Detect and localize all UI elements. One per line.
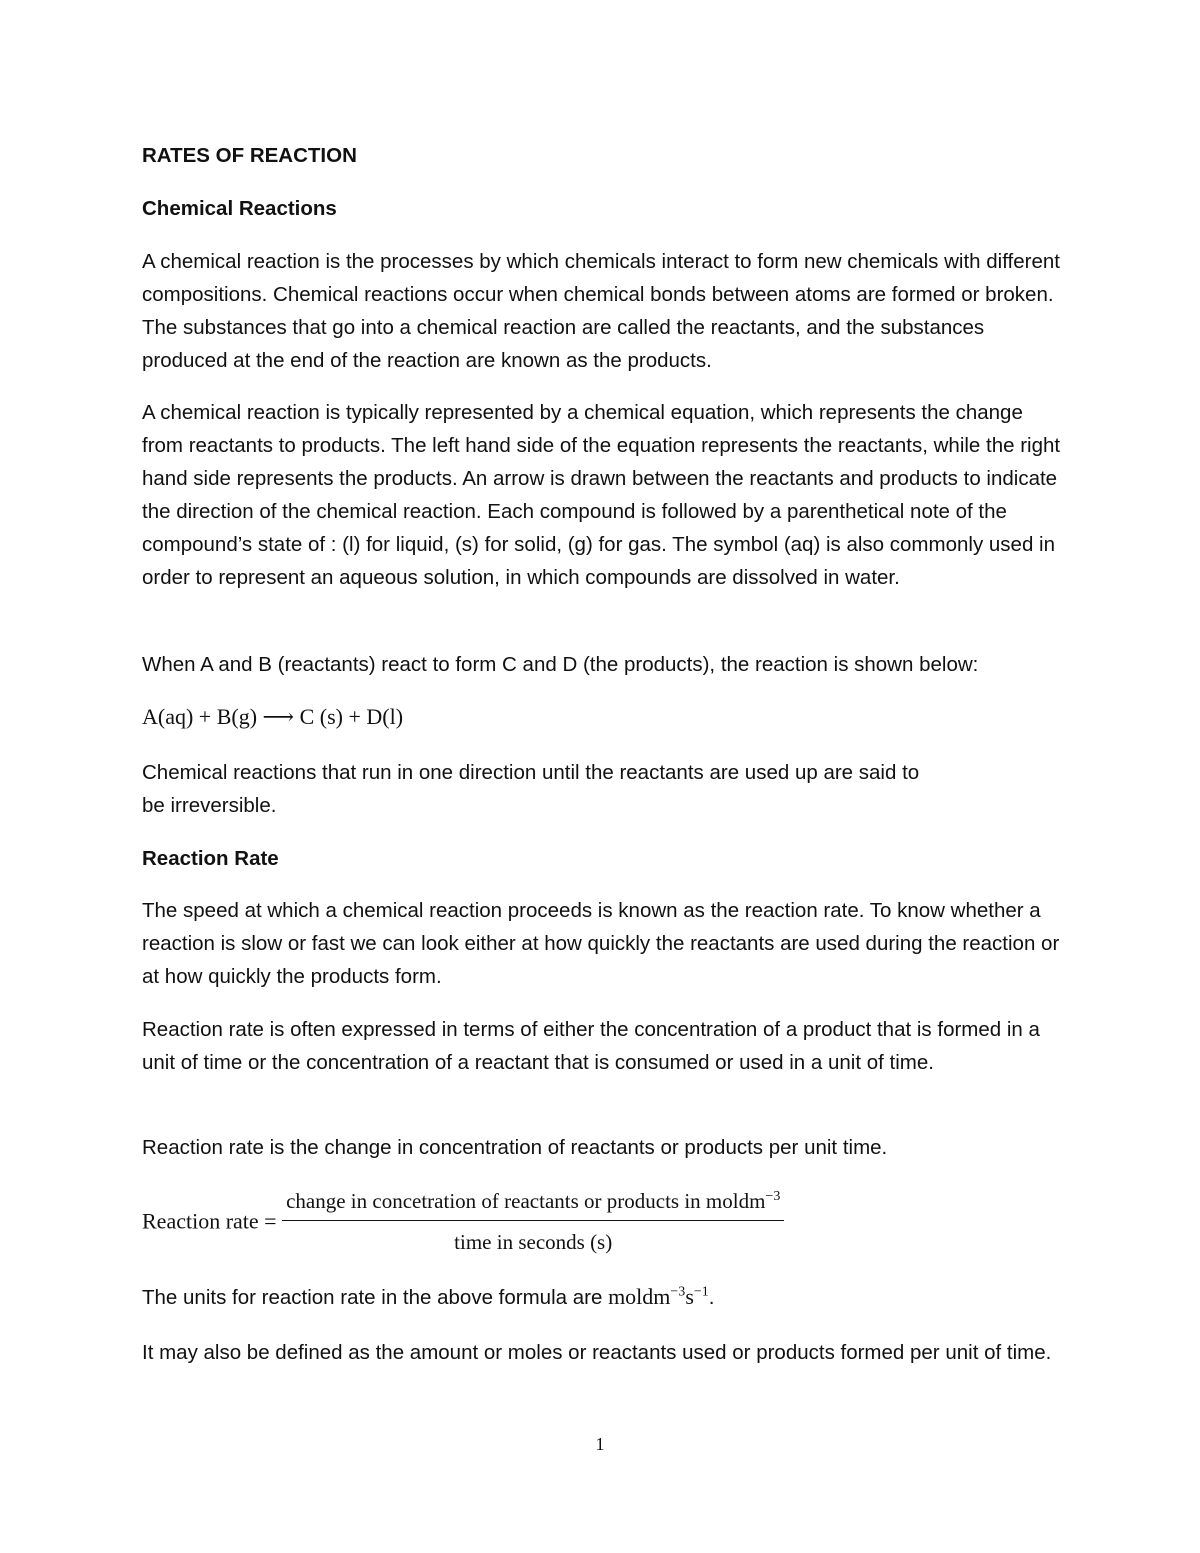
- paragraph-reaction-speed: The speed at which a chemical reaction proceeds is known as the reaction rate. To know whether a reaction is slow or fast we can look either at how quickly the reactants are used during the reaction or at how quickly the products form.: [142, 899, 1060, 988]
- paragraph-reaction-example: When A and B (reactants) react to form C and D (the products), the reaction is shown below:: [142, 653, 979, 676]
- formula-numerator: [282, 1186, 784, 1221]
- formula-lhs: Reaction rate =: [142, 1208, 277, 1234]
- reaction-rate-formula: [142, 1186, 1062, 1257]
- formula-denominator: time in seconds (s): [454, 1230, 613, 1254]
- heading-reaction-rate: Reaction Rate: [142, 847, 279, 870]
- paragraph-rate-units: [142, 1280, 1062, 1314]
- unit-exponent-1: −3: [670, 1284, 686, 1300]
- chemical-equation: A(aq) + B(g) ⟶ C (s) + D(l): [142, 704, 404, 729]
- paragraph-irreversible: [142, 756, 1062, 822]
- formula-numerator-exponent: −3: [765, 1189, 781, 1204]
- unit-seconds: s: [685, 1284, 694, 1309]
- paragraph-chemical-equation: A chemical reaction is typically represented by a chemical equation, which represents the change from reactants to products. The left hand side of the equation represents the reactants, while the right hand side represents the products. An arrow is drawn between the reactants and products to indicate the direction of the chemical reaction. Each compound is followed by a parenthetical note of the compound’s state of : (l) for liquid, (s) for solid, (g) for gas. The symbol (aq) is also commonly used in order to represent an aqueous solution, in which compounds are dissolved in water.: [142, 401, 1061, 589]
- units-prefix: The units for reaction rate in the above formula are: [142, 1286, 609, 1309]
- unit-exponent-2: −1: [693, 1284, 709, 1300]
- irreversible-line-1: Chemical reactions that run in one direction until the reactants are used up are said to: [142, 761, 920, 784]
- formula-fraction: [282, 1186, 784, 1257]
- units-end: .: [708, 1286, 715, 1309]
- page-title: RATES OF REACTION: [142, 144, 357, 167]
- paragraph-rate-expression: Reaction rate is often expressed in terms of either the concentration of a product that is formed in a unit of time or the concentration of a reactant that is consumed or used in a unit of time.: [142, 1018, 1040, 1074]
- heading-chemical-reactions: Chemical Reactions: [142, 197, 337, 220]
- paragraph-moles-definition: It may also be defined as the amount or moles or reactants used or products formed per unit of time.: [142, 1341, 1052, 1364]
- formula-numerator-text: change in concetration of reactants or products in moldm: [286, 1189, 766, 1213]
- paragraph-rate-definition: Reaction rate is the change in concentration of reactants or products per unit time.: [142, 1136, 888, 1159]
- units-expression: [608, 1284, 709, 1309]
- unit-base: moldm: [608, 1284, 671, 1309]
- paragraph-definition: A chemical reaction is the processes by which chemicals interact to form new chemicals with different compositions. Chemical reactions occur when chemical bonds between atoms are formed or broken. The substances that go into a chemical reaction are called the reactants, and the substances produced at the end of the reaction are known as the products.: [142, 250, 1060, 372]
- page-number: 1: [595, 1434, 605, 1454]
- irreversible-line-2: be irreversible.: [142, 794, 277, 817]
